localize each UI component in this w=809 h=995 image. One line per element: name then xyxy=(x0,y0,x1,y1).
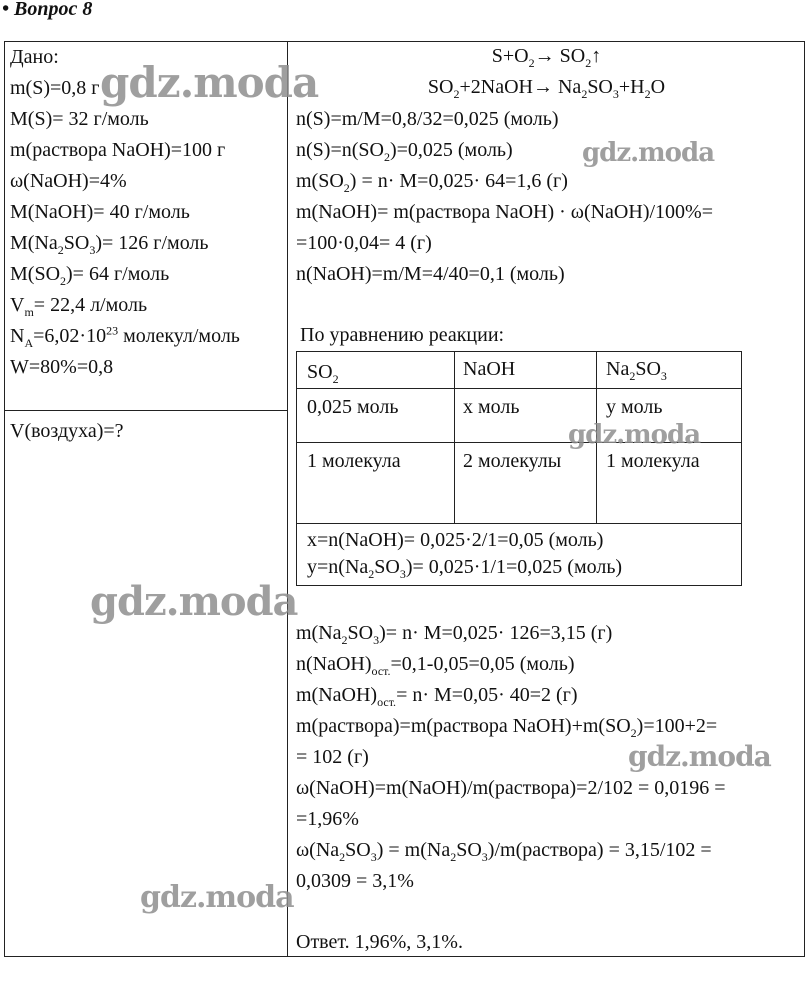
table-cell: y моль xyxy=(606,396,663,418)
ratio-table xyxy=(296,351,742,586)
table-cell: 0,025 моль xyxy=(307,396,399,418)
given-line: $V_m= 22,4$ л/моль xyxy=(10,294,148,319)
by-equation-heading: По уравнению реакции: xyxy=(300,324,505,346)
solution-step: n(NaOH)=m/M=4/40=0,1 (моль) xyxy=(296,263,565,285)
table-cell: x моль xyxy=(463,396,520,418)
table-divider xyxy=(297,388,741,389)
given-line: m(S)=0,8 г xyxy=(10,77,100,99)
given-line: $N_A=6,02\cdot 10^{23}$ молекул/моль xyxy=(10,323,240,350)
watermark-logo: gdz.moda xyxy=(90,578,298,625)
solution-step: $n(NaOH)_{ост.}=0,1-0,05=0,05$ (моль) xyxy=(296,653,575,678)
table-cell: 2 молекулы xyxy=(463,450,562,472)
solution-step: $\omega(Na_2SO_3)$ = $m(Na_2SO_3)/m(раствора) = 3,15/102$ = xyxy=(296,839,712,864)
table-divider xyxy=(454,352,455,524)
given-line: $M(SO_2)= 64$ г/моль xyxy=(10,263,170,288)
given-line: W=80%=0,8 xyxy=(10,356,114,378)
solution-step: $m(NaOH)_{ост.}= n\cdot M=0,05\cdot 40=2$ (г) xyxy=(296,684,578,709)
table-header-cell: $SO_2$ xyxy=(307,361,339,386)
question-title: • Вопрос 8 xyxy=(2,0,93,20)
equation-1: $S+O_2\to$ $SO_2↑$ xyxy=(491,45,602,70)
table-cell: 1 молекула xyxy=(606,450,700,472)
find-line: V(воздуха)=? xyxy=(10,420,124,442)
solution-step: $m(SO_2) = n\cdot M=0,025\cdot 64=1,6$ (г) xyxy=(296,170,568,195)
given-line: ω(NaOH)=4% xyxy=(10,170,127,192)
solution-step: =100·0,04= 4 (г) xyxy=(296,232,432,254)
solution-step: m(NaOH)= m(раствора NaOH) · ω(NaOH)/100%= xyxy=(296,201,713,223)
given-line: M(NaOH)= 40 г/моль xyxy=(10,201,190,223)
solution-step: ω(NaOH)=m(NaOH)/m(раствора)=2/102 = 0,0196 = xyxy=(296,777,726,799)
solution-step: =1,96% xyxy=(296,808,359,830)
answer-line: Ответ. 1,96%, 3,1%. xyxy=(296,931,463,953)
given-label: Дано: xyxy=(10,46,59,68)
watermark-logo: gdz.moda xyxy=(140,880,294,915)
table-calc-line: $y=n(Na_2SO_3)= 0,025\cdot 1/1=0,025$ (моль) xyxy=(307,556,623,581)
watermark-logo: gdz.moda xyxy=(100,58,319,107)
table-calc-line: x=n(NaOH)= 0,025·2/1=0,05 (моль) xyxy=(307,529,604,551)
given-line: m(раствора NaOH)=100 г xyxy=(10,139,226,161)
watermark-logo: gdz.moda xyxy=(582,138,715,168)
solution-step: n(S)=m/M=0,8/32=0,025 (моль) xyxy=(296,108,559,130)
table-cell: 1 молекула xyxy=(307,450,401,472)
watermark-logo: gdz.moda xyxy=(628,740,771,773)
solution-step: = 102 (г) xyxy=(296,746,369,768)
column-divider xyxy=(287,41,288,957)
table-header-cell: $Na_2SO_3$ xyxy=(606,358,667,383)
watermark-logo: gdz.moda xyxy=(568,420,701,450)
solution-step: $m(Na_2SO_3)= n\cdot M=0,025\cdot 126=3,15$ (г) xyxy=(296,622,613,647)
solution-step: $n(S)=n(SO_2)=0,025$ (моль) xyxy=(296,139,513,164)
table-header-cell: NaOH xyxy=(463,358,516,380)
given-line: M(S)= 32 г/моль xyxy=(10,108,149,130)
solution-step: m(раствора)=m(раствора $NaOH)+m(SO_2)=100+2=$ xyxy=(296,715,718,740)
table-divider xyxy=(297,523,741,524)
equation-2: $SO_2+2NaOH\to Na_2SO_3+H_2O$ xyxy=(427,76,666,101)
given-find-divider xyxy=(4,410,288,411)
solution-step: 0,0309 = 3,1% xyxy=(296,870,414,892)
given-line: $M(Na_2SO_3)= 126$ г/моль xyxy=(10,232,209,257)
